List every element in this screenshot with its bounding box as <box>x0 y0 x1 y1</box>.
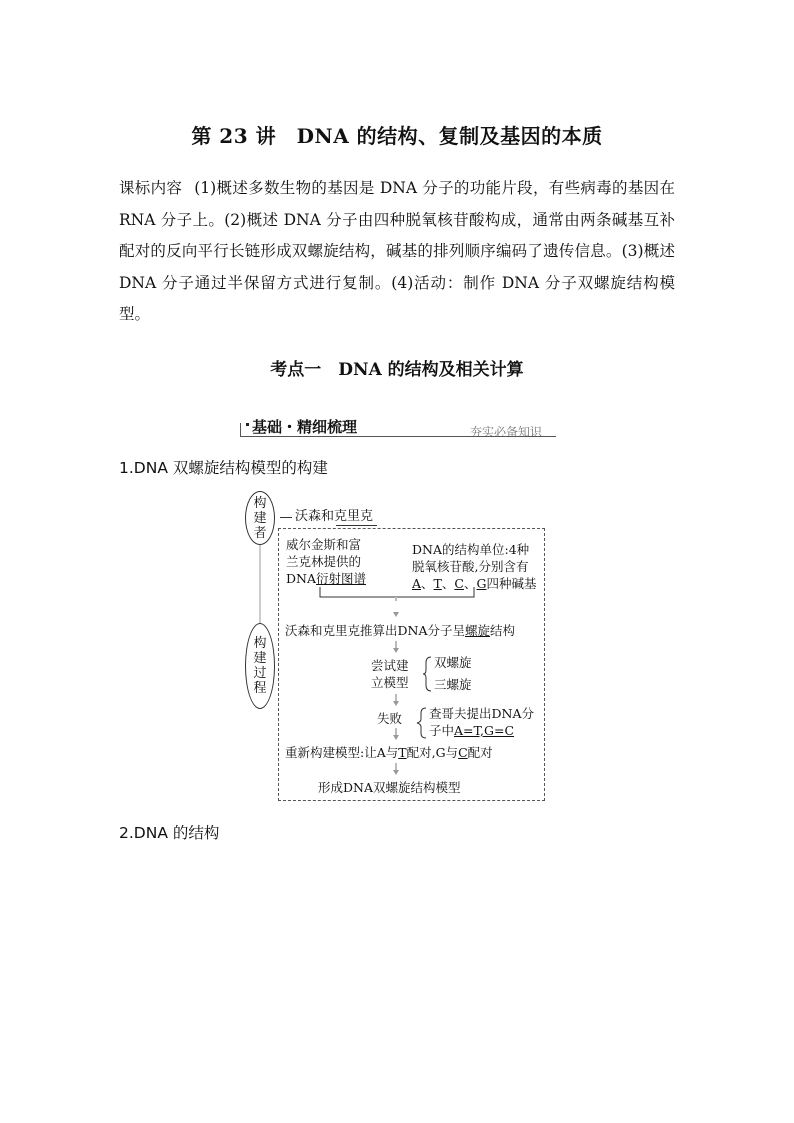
oval-char: 过 <box>253 666 267 681</box>
oval-char: 构 <box>253 636 267 651</box>
chargaff-pre: 子中 <box>429 723 455 738</box>
page-title: 第 23 讲 DNA 的结构、复制及基因的本质 <box>191 124 603 148</box>
base-t: T <box>433 576 442 591</box>
right-line-3 <box>412 575 537 592</box>
standard-text: (1)概述多数生物的基因是 DNA 分子的功能片段，有些病毒的基因在 RNA 分子上。(2)概述 DNA 分子由四种脱氧核苷酸构成，通常由两条碱基互补配对的反向平行长链形成双螺旋结构，碱基的排列顺序编码了遗传信息。(3)概述 DNA 分子通过半保留方式进行复制。(4)活动：制作 DNA 分子双螺旋结构模型。 <box>119 179 675 323</box>
final-text: 形成DNA双螺旋结构模型 <box>318 780 461 795</box>
deduce-helix: 螺旋 <box>465 623 491 638</box>
attempt-line-2: 立模型 <box>371 675 409 690</box>
rebuild-pre: 重新构建模型:让A与 <box>285 745 399 760</box>
merge-bracket <box>318 585 478 607</box>
right-line-2: 脱氧核苷酸,分别含有 <box>412 559 529 574</box>
chargaff-text <box>429 705 534 739</box>
oval-process <box>245 623 275 709</box>
left-line-3-pre: DNA <box>286 571 316 586</box>
arrow-stem-2 <box>395 641 397 649</box>
arrow-stem-4 <box>395 728 397 736</box>
base-g: G <box>476 576 487 591</box>
builders-underline <box>336 525 377 526</box>
banner-right-label: 夯实必备知识 <box>469 425 542 439</box>
down-arrow-5 <box>393 770 399 775</box>
fail-text: 失败 <box>377 711 403 726</box>
base-a: A <box>412 576 422 591</box>
standard-paragraph <box>119 173 675 331</box>
down-arrow-3 <box>393 701 399 706</box>
right-line-1: DNA的结构单位:4种 <box>412 542 530 557</box>
oval-connector-line <box>259 545 261 623</box>
builders-text: 沃森和克里克 <box>295 509 374 524</box>
oval-char: 构 <box>253 495 267 511</box>
oval-char: 程 <box>253 681 267 696</box>
left-evidence-text <box>286 536 366 587</box>
standard-head: 课标内容 <box>119 179 183 197</box>
base-c: C <box>454 576 464 591</box>
oval-char: 者 <box>253 525 267 541</box>
down-arrow-4 <box>393 735 399 740</box>
diffraction-pattern: 衍射图谱 <box>316 571 367 586</box>
left-line-3 <box>286 570 366 587</box>
left-line-2: 兰克林提供的 <box>286 554 362 569</box>
bases-tail: 四种碱基 <box>486 576 537 591</box>
rebuild-text <box>285 744 493 761</box>
right-unit-text <box>412 541 537 592</box>
rebuild-mid: 配对,G与 <box>406 745 459 760</box>
section-banner <box>240 414 556 440</box>
arrow-stem-3 <box>395 694 397 702</box>
rebuild-post: 配对 <box>467 745 493 760</box>
chargaff-line-2 <box>429 722 534 739</box>
deduce-pre: 沃森和克里克推算出DNA分子呈 <box>285 623 465 638</box>
attempt-brace <box>423 655 433 693</box>
down-arrow-1 <box>393 612 399 617</box>
chargaff-line-1: 查哥夫提出DNA分 <box>429 706 534 721</box>
banner-tick <box>240 423 241 437</box>
chargaff-rule: A=T,G=C <box>454 723 515 738</box>
banner-line <box>240 436 556 437</box>
deduce-post: 结构 <box>490 623 516 638</box>
arrow-stem-5 <box>395 763 397 771</box>
base-sep: 、 <box>441 576 455 591</box>
rebuild-c: C <box>458 745 468 760</box>
base-sep: 、 <box>421 576 434 591</box>
oval-builders <box>245 491 275 545</box>
builders-dash <box>280 517 292 518</box>
builders-label <box>295 508 373 525</box>
left-line-1: 威尔金斯和富 <box>286 537 362 552</box>
banner-dot <box>246 423 249 426</box>
chargaff-brace <box>416 706 428 740</box>
oval-char: 建 <box>253 651 267 666</box>
process-dashed-box <box>278 528 545 801</box>
section-title: 考点一 DNA 的结构及相关计算 <box>270 360 524 380</box>
down-arrow-2 <box>393 648 399 653</box>
option-triple-helix: 三螺旋 <box>434 677 472 692</box>
attempt-options <box>434 654 472 693</box>
subheading-2: 2.DNA 的结构 <box>119 824 220 842</box>
base-sep: 、 <box>463 576 477 591</box>
subheading-1: 1.DNA 双螺旋结构模型的构建 <box>119 459 328 477</box>
attempt-text <box>371 657 409 691</box>
banner-left-label: 基础・精细梳理 <box>252 418 358 436</box>
rebuild-t: T <box>398 745 407 760</box>
attempt-line-1: 尝试建 <box>371 658 409 673</box>
option-double-helix: 双螺旋 <box>434 655 472 670</box>
oval-char: 建 <box>253 510 267 526</box>
deduce-text <box>285 622 515 639</box>
